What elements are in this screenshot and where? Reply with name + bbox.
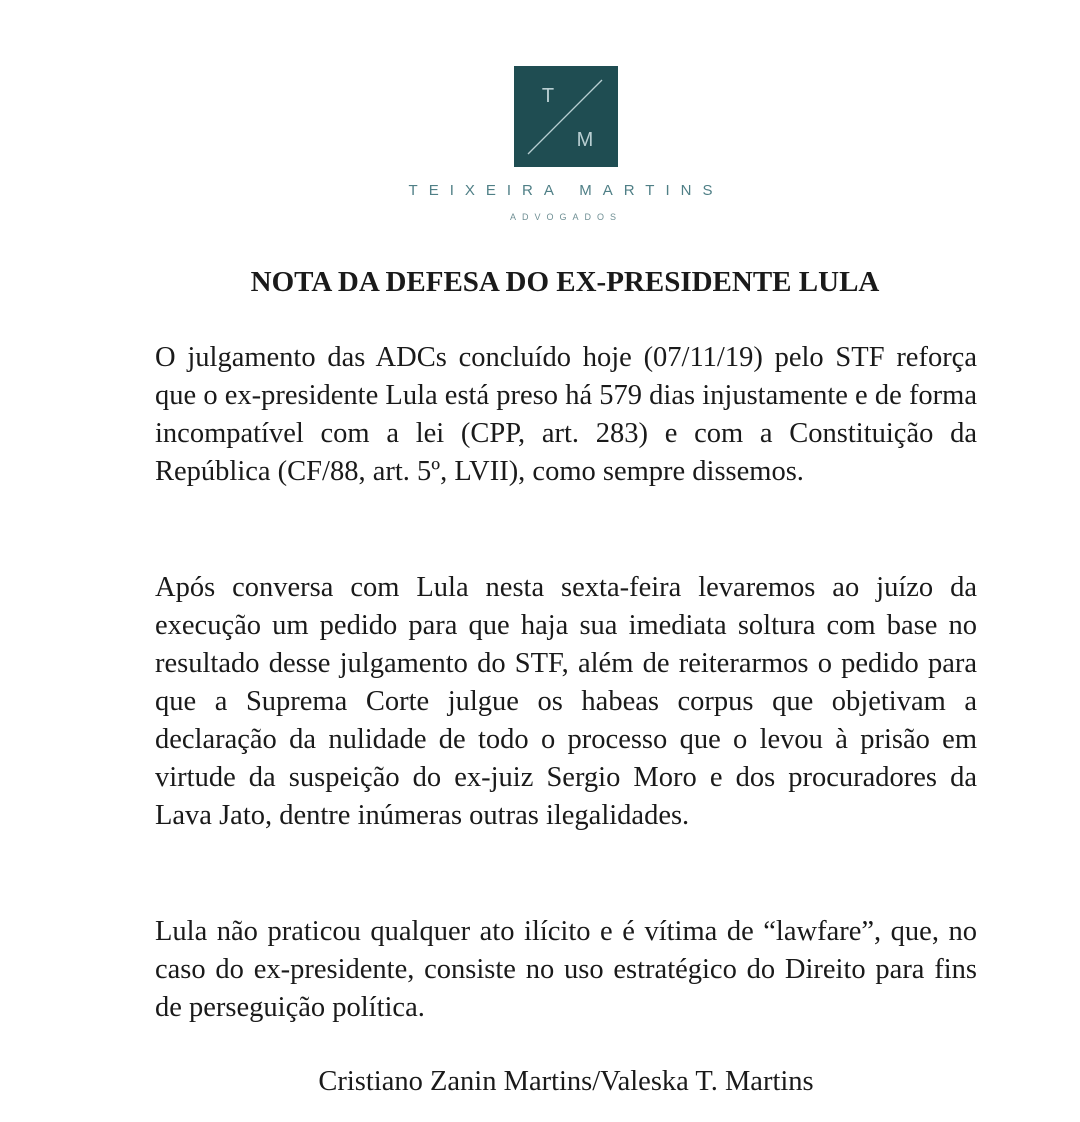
logo-letter-bottom: M <box>576 129 594 151</box>
paragraph-1: O julgamento das ADCs concluído hoje (07/11/19) pelo STF reforça que o ex-presidente Lula está preso há 579 dias injustamente e de forma incompatível com a lei (CPP, art. 283) e com a Constituição da República (CF/88, art. 5º, LVII), como sempre dissemos. <box>155 342 977 487</box>
logo-monogram <box>514 66 618 167</box>
paragraph-2: Após conversa com Lula nesta sexta-feira levaremos ao juízo da execução um pedido para que haja sua imediata soltura com base no resultado desse julgamento do STF, além de reiterarmos o pedido para que a Suprema Corte julgue os habeas corpus que objetivam a declaração da nulidade de todo o processo que o levou à prisão em virtude da suspeição do ex-juiz Sergio Moro e dos procuradores da Lava Jato, dentre inúmeras outras ilegalidades. <box>155 572 977 831</box>
firm-name: TEIXEIRA MARTINS <box>408 182 724 199</box>
document-title: NOTA DA DEFESA DO EX-PRESIDENTE LULA <box>250 266 880 298</box>
firm-logo <box>514 66 618 167</box>
firm-subtitle: ADVOGADOS <box>509 212 622 222</box>
paragraph-3: Lula não praticou qualquer ato ilícito e é vítima de “lawfare”, que, no caso do ex-presidente, consiste no uso estratégico do Direito para fins de perseguição política. <box>155 916 977 1023</box>
signature: Cristiano Zanin Martins/Valeska T. Martins <box>318 1066 814 1097</box>
logo-letter-top: T <box>541 85 555 107</box>
